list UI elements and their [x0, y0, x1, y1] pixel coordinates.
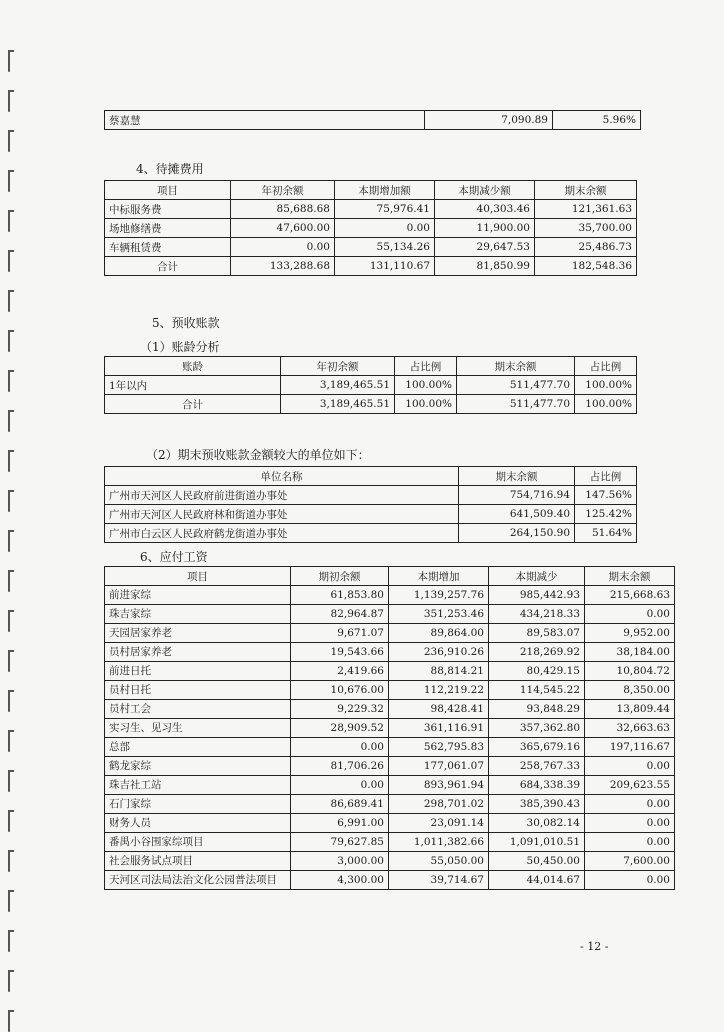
table-cell: 7,600.00: [585, 852, 675, 871]
table-row: [105, 395, 637, 414]
column-header: 占比例: [575, 357, 637, 376]
column-header: 单位名称: [105, 467, 459, 486]
binder-hole-icon: [8, 570, 10, 592]
table-cell: 121,361.63: [535, 200, 637, 219]
table-row: [105, 486, 637, 505]
column-header: 期末余额: [535, 181, 637, 200]
binder-hole-icon: [8, 530, 10, 552]
table-cell: 114,545.22: [489, 681, 585, 700]
table-cell: 684,338.39: [489, 776, 585, 795]
table-cell: 177,061.07: [389, 757, 489, 776]
table-row: [105, 376, 637, 395]
table-row: [105, 795, 675, 814]
table-row: [105, 624, 675, 643]
table-cell: 32,663.63: [585, 719, 675, 738]
table-cell: 182,548.36: [535, 257, 637, 276]
table-cell: 47,600.00: [231, 219, 335, 238]
table-row: [105, 681, 675, 700]
table-cell: 28,909.52: [291, 719, 389, 738]
table-cell: 合计: [105, 395, 281, 414]
table-row: [105, 200, 637, 219]
column-header: 占比例: [395, 357, 457, 376]
table-cell: 125.42%: [575, 505, 637, 524]
table-cell: 89,864.00: [389, 624, 489, 643]
table-cell: 前进家综: [105, 586, 291, 605]
table-cell: 8,350.00: [585, 681, 675, 700]
binder-hole-icon: [8, 610, 10, 632]
table-cell: 2,419.66: [291, 662, 389, 681]
table-cell: 511,477.70: [457, 376, 575, 395]
table-row: [105, 219, 637, 238]
binder-hole-icon: [8, 730, 10, 752]
table-cell: 264,150.90: [459, 524, 575, 543]
table-row: [105, 662, 675, 681]
binder-hole-icon: [8, 770, 10, 792]
table-cell: 0.00: [585, 871, 675, 890]
table-row: [105, 586, 675, 605]
table-row: [105, 111, 641, 130]
table-cell: 11,900.00: [435, 219, 535, 238]
table-cell: 357,362.80: [489, 719, 585, 738]
binder-hole-icon: [8, 490, 10, 512]
binder-hole-icon: [8, 930, 10, 952]
table-cell: 6,991.00: [291, 814, 389, 833]
table-cell: 石门家综: [105, 795, 291, 814]
column-header: 本期减少: [489, 567, 585, 586]
table-cell: 209,623.55: [585, 776, 675, 795]
section-6-title: 6、应付工资: [140, 550, 208, 564]
table-row: [105, 605, 675, 624]
wages-payable-table: [104, 566, 675, 890]
table-cell: 社会服务试点项目: [105, 852, 291, 871]
table-cell: 1,091,010.51: [489, 833, 585, 852]
table-cell: 前进日托: [105, 662, 291, 681]
table-cell: 562,795.83: [389, 738, 489, 757]
table-cell: 55,134.26: [335, 238, 435, 257]
table-cell: 893,961.94: [389, 776, 489, 795]
binder-hole-icon: [8, 130, 10, 152]
column-header: 年初余额: [281, 357, 395, 376]
table-cell: 员村居家养老: [105, 643, 291, 662]
table-cell: 25,486.73: [535, 238, 637, 257]
column-header: 年初余额: [231, 181, 335, 200]
table-cell: 0.00: [335, 219, 435, 238]
column-header: 期初余额: [291, 567, 389, 586]
table-cell: 0.00: [585, 757, 675, 776]
table-cell: 0.00: [585, 833, 675, 852]
table-cell: 89,583.07: [489, 624, 585, 643]
binder-hole-icon: [8, 370, 10, 392]
binder-hole-icon: [8, 810, 10, 832]
table-cell: 80,429.15: [489, 662, 585, 681]
table-cell: 0.00: [585, 814, 675, 833]
table-cell: 351,253.46: [389, 605, 489, 624]
table-cell: 员村日托: [105, 681, 291, 700]
binder-hole-icon: [8, 970, 10, 992]
table-cell: 39,714.67: [389, 871, 489, 890]
table-cell: 场地修缮费: [105, 219, 231, 238]
table-cell: 10,676.00: [291, 681, 389, 700]
table-cell: 总部: [105, 738, 291, 757]
section-5-sub2: （2）期末预收账款金额较大的单位如下：: [146, 448, 370, 462]
binder-hole-icon: [8, 890, 10, 912]
table-row: [105, 852, 675, 871]
table-cell: 9,671.07: [291, 624, 389, 643]
table-cell: 361,116.91: [389, 719, 489, 738]
section-5-sub1: （1）账龄分析: [140, 340, 220, 354]
column-header: 账龄: [105, 357, 281, 376]
table-cell: 86,689.41: [291, 795, 389, 814]
table-cell: 鹤龙家综: [105, 757, 291, 776]
table-cell: 员村工会: [105, 700, 291, 719]
table-cell: 50,450.00: [489, 852, 585, 871]
table-cell: 81,850.99: [435, 257, 535, 276]
table-row: [105, 505, 637, 524]
table-cell: 93,848.29: [489, 700, 585, 719]
table-cell: 100.00%: [395, 376, 457, 395]
table-cell: 236,910.26: [389, 643, 489, 662]
table-cell: 9,229.32: [291, 700, 389, 719]
table-row: [105, 257, 637, 276]
table-cell: 147.56%: [575, 486, 637, 505]
column-header: 本期增加额: [335, 181, 435, 200]
table-cell: 44,014.67: [489, 871, 585, 890]
table-cell: 珠吉家综: [105, 605, 291, 624]
column-header: 期末余额: [457, 357, 575, 376]
binder-hole-icon: [8, 250, 10, 272]
table-cell: 广州市天河区人民政府前进街道办事处: [105, 486, 459, 505]
binder-hole-icon: [8, 410, 10, 432]
table-cell: 10,804.72: [585, 662, 675, 681]
major-customers-table: [104, 466, 637, 543]
table-cell: 197,116.67: [585, 738, 675, 757]
table-cell: 1年以内: [105, 376, 281, 395]
table-row: [105, 238, 637, 257]
section-4-title: 4、待摊费用: [136, 162, 204, 176]
table-cell: 实习生、见习生: [105, 719, 291, 738]
table-cell: 天河区司法局法治文化公园普法项目: [105, 871, 291, 890]
table-cell: 4,300.00: [291, 871, 389, 890]
page-number: - 12 -: [580, 940, 609, 953]
table-cell: 112,219.22: [389, 681, 489, 700]
table-cell: 365,679.16: [489, 738, 585, 757]
table-row: [105, 738, 675, 757]
table-cell: 0.00: [291, 776, 389, 795]
table-cell: 79,627.85: [291, 833, 389, 852]
column-header: 本期增加: [389, 567, 489, 586]
table-cell: 0.00: [585, 795, 675, 814]
table-cell: 81,706.26: [291, 757, 389, 776]
table-cell: 30,082.14: [489, 814, 585, 833]
table-cell: 75,976.41: [335, 200, 435, 219]
table-row: [105, 833, 675, 852]
table-cell: 7,090.89: [425, 111, 553, 130]
binder-hole-icon: [8, 210, 10, 232]
table-cell: 641,509.40: [459, 505, 575, 524]
table-cell: 100.00%: [575, 395, 637, 414]
table-cell: 9,952.00: [585, 624, 675, 643]
table-row: [105, 776, 675, 795]
binder-hole-icon: [8, 290, 10, 312]
aging-analysis-table: [104, 356, 637, 414]
table-cell: 19,543.66: [291, 643, 389, 662]
table-cell: 40,303.46: [435, 200, 535, 219]
table-cell: 番禺小谷围家综项目: [105, 833, 291, 852]
table-cell: 中标服务费: [105, 200, 231, 219]
table-cell: 511,477.70: [457, 395, 575, 414]
prepaid-expenses-table: [104, 180, 637, 276]
binder-hole-icon: [8, 90, 10, 112]
table-cell: 1,139,257.76: [389, 586, 489, 605]
table-cell: 3,000.00: [291, 852, 389, 871]
table-cell: 天园居家养老: [105, 624, 291, 643]
table-cell: 13,809.44: [585, 700, 675, 719]
table-cell: 215,668.63: [585, 586, 675, 605]
table-cell: 55,050.00: [389, 852, 489, 871]
table-cell: 0.00: [291, 738, 389, 757]
column-header: 占比例: [575, 467, 637, 486]
table-cell: 131,110.67: [335, 257, 435, 276]
table-cell: 3,189,465.51: [281, 376, 395, 395]
table-cell: 5.96%: [553, 111, 641, 130]
binder-hole-icon: [8, 1010, 10, 1032]
column-header: 项目: [105, 181, 231, 200]
table-cell: 61,853.80: [291, 586, 389, 605]
table-row: [105, 871, 675, 890]
binder-hole-icon: [8, 450, 10, 472]
table-cell: 82,964.87: [291, 605, 389, 624]
table-cell: 35,700.00: [535, 219, 637, 238]
table-cell: 合计: [105, 257, 231, 276]
table-cell: 0.00: [231, 238, 335, 257]
binder-hole-icon: [8, 650, 10, 672]
table-cell: 蔡嘉慧: [105, 111, 425, 130]
table-cell: 广州市天河区人民政府林和街道办事处: [105, 505, 459, 524]
table-row: [105, 700, 675, 719]
table-cell: 85,688.68: [231, 200, 335, 219]
table-cell: 98,428.41: [389, 700, 489, 719]
table-cell: 88,814.21: [389, 662, 489, 681]
column-header: 本期减少额: [435, 181, 535, 200]
table-cell: 29,647.53: [435, 238, 535, 257]
table-row: [105, 643, 675, 662]
table-cell: 0.00: [585, 605, 675, 624]
table-cell: 258,767.33: [489, 757, 585, 776]
binder-hole-icon: [8, 330, 10, 352]
table-cell: 3,189,465.51: [281, 395, 395, 414]
binder-hole-icon: [8, 170, 10, 192]
table-cell: 珠吉社工站: [105, 776, 291, 795]
binder-holes: [4, 0, 18, 1024]
column-header: 期末余额: [459, 467, 575, 486]
column-header: 期末余额: [585, 567, 675, 586]
carryover-table: [104, 110, 641, 130]
table-cell: 51.64%: [575, 524, 637, 543]
binder-hole-icon: [8, 50, 10, 72]
table-cell: 754,716.94: [459, 486, 575, 505]
binder-hole-icon: [8, 850, 10, 872]
table-cell: 218,269.92: [489, 643, 585, 662]
table-row: [105, 757, 675, 776]
table-cell: 985,442.93: [489, 586, 585, 605]
column-header: 项目: [105, 567, 291, 586]
table-cell: 133,288.68: [231, 257, 335, 276]
binder-hole-icon: [8, 690, 10, 712]
table-cell: 434,218.33: [489, 605, 585, 624]
table-row: [105, 814, 675, 833]
table-cell: 298,701.02: [389, 795, 489, 814]
table-cell: 23,091.14: [389, 814, 489, 833]
table-cell: 385,390.43: [489, 795, 585, 814]
table-cell: 100.00%: [395, 395, 457, 414]
table-row: [105, 524, 637, 543]
table-cell: 车辆租赁费: [105, 238, 231, 257]
section-5-title: 5、预收账款: [152, 316, 220, 330]
table-row: [105, 719, 675, 738]
table-cell: 广州市白云区人民政府鹤龙街道办事处: [105, 524, 459, 543]
table-cell: 100.00%: [575, 376, 637, 395]
table-cell: 38,184.00: [585, 643, 675, 662]
table-cell: 财务人员: [105, 814, 291, 833]
table-cell: 1,011,382.66: [389, 833, 489, 852]
